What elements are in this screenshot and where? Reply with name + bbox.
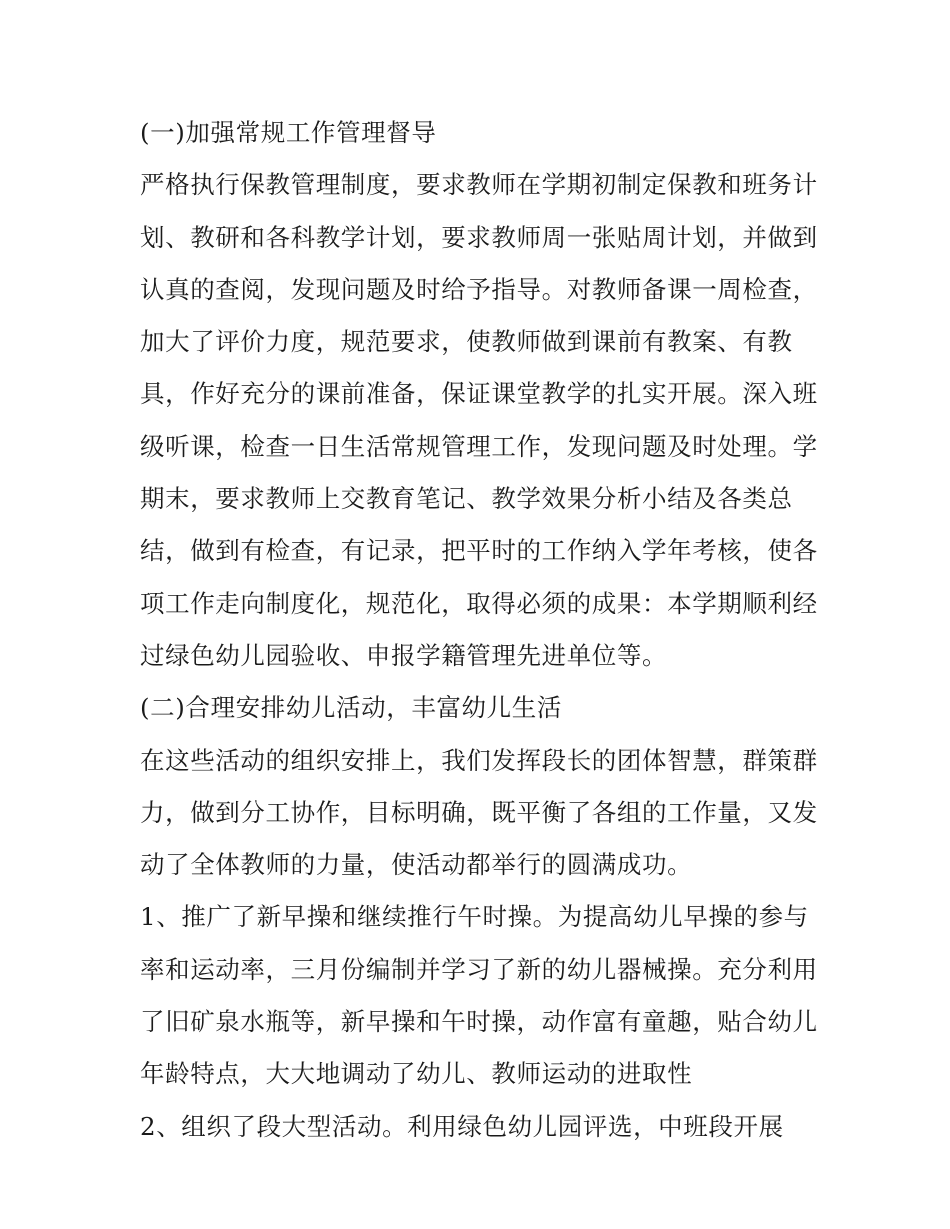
paragraph-line: 动了全体教师的力量，使活动都举行的圆满成功。 xyxy=(140,850,693,880)
paragraph-line: 认真的查阅，发现问题及时给予指导。对教师备课一周检查， xyxy=(140,274,818,304)
paragraph-line: 级听课，检查一日生活常规管理工作，发现问题及时处理。学 xyxy=(140,431,818,461)
list-item-1-line: 1、推广了新早操和继续推行午时操。为提高幼儿早操的参与 xyxy=(140,902,809,932)
paragraph-line: 率和运动率，三月份编制并学习了新的幼儿器械操。充分利用 xyxy=(140,954,818,984)
paragraph-line: 力，做到分工协作，目标明确，既平衡了各组的工作量，又发 xyxy=(140,797,818,827)
section-heading-2: (二)合理安排幼儿活动，丰富幼儿生活 xyxy=(140,693,562,723)
document-page xyxy=(140,107,820,1153)
paragraph-line: 具，作好充分的课前准备，保证课堂教学的扎实开展。深入班 xyxy=(140,379,818,409)
paragraph-line: 期末，要求教师上交教育笔记、教学效果分析小结及各类总 xyxy=(140,484,793,514)
paragraph-line: 在这些活动的组织安排上，我们发挥段长的团体智慧，群策群 xyxy=(140,745,818,775)
paragraph-line: 结，做到有检查，有记录，把平时的工作纳入学年考核，使各 xyxy=(140,536,818,566)
paragraph-line: 加大了评价力度，规范要求，使教师做到课前有教案、有教 xyxy=(140,327,793,357)
paragraph-line: 项工作走向制度化，规范化，取得必须的成果：本学期顺利经 xyxy=(140,588,818,618)
list-item-2-line: 2、组织了段大型活动。利用绿色幼儿园评选，中班段开展 xyxy=(140,1111,784,1141)
paragraph-line: 严格执行保教管理制度，要求教师在学期初制定保教和班务计 xyxy=(140,170,818,200)
paragraph-line: 过绿色幼儿园验收、申报学籍管理先进单位等。 xyxy=(140,640,668,670)
paragraph-line: 划、教研和各科教学计划，要求教师周一张贴周计划，并做到 xyxy=(140,222,818,252)
paragraph-line: 了旧矿泉水瓶等，新早操和午时操，动作富有童趣，贴合幼儿 xyxy=(140,1007,818,1037)
section-heading-1: (一)加强常规工作管理督导 xyxy=(140,118,437,147)
paragraph-line: 年龄特点，大大地调动了幼儿、教师运动的进取性 xyxy=(140,1059,693,1089)
